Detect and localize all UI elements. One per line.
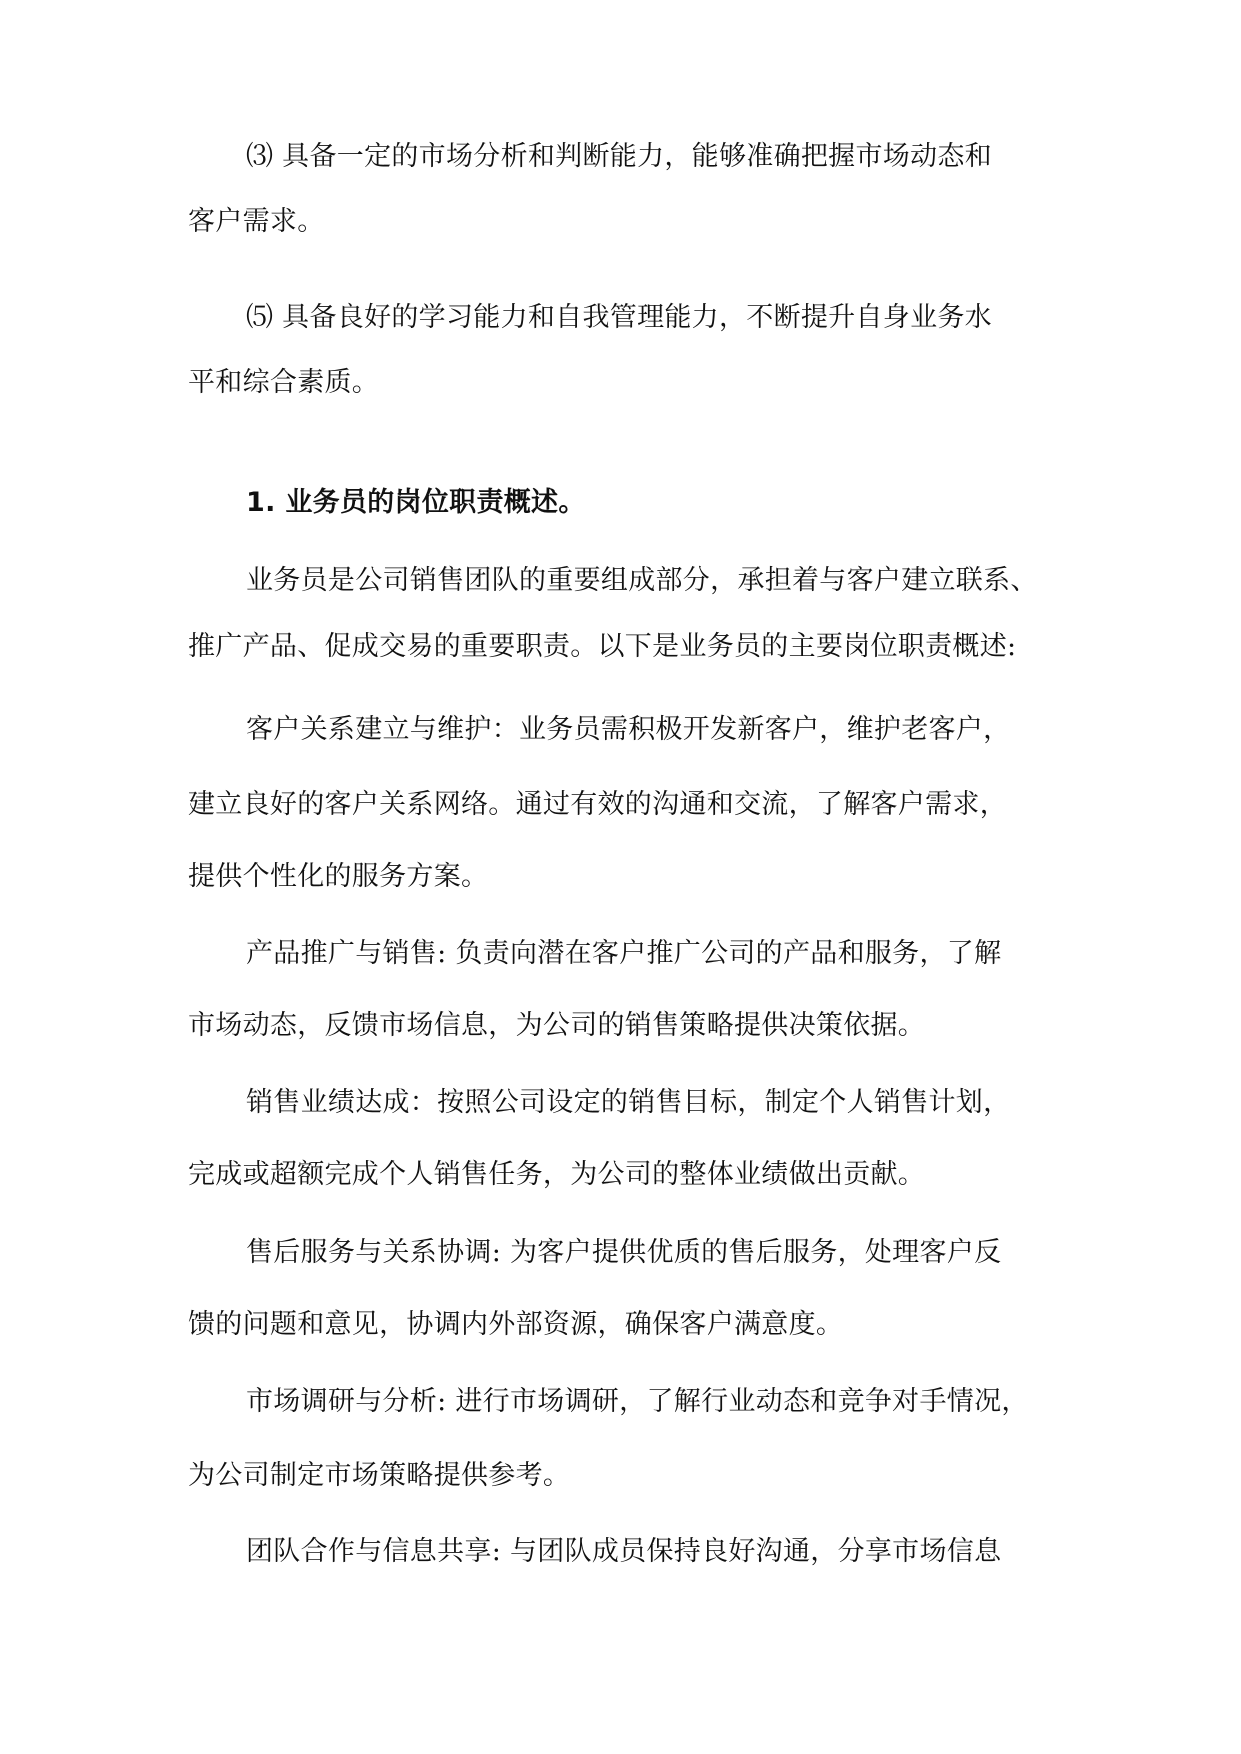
paragraph-line: 市场动态，反馈市场信息，为公司的销售策略提供决策依据。 xyxy=(188,1010,926,1041)
section-heading: 1. 业务员的岗位职责概述。 xyxy=(246,487,586,518)
paragraph-line: 团队合作与信息共享: 与团队成员保持良好沟通，分享市场信息 xyxy=(246,1536,1002,1567)
paragraph-line: 客户需求。 xyxy=(188,206,325,237)
paragraph-line: 产品推广与销售: 负责向潜在客户推广公司的产品和服务，了解 xyxy=(246,938,1002,969)
paragraph-line: 平和综合素质。 xyxy=(188,367,380,398)
paragraph-line: 业务员是公司销售团队的重要组成部分，承担着与客户建立联系、 xyxy=(246,565,1038,596)
paragraph-line: 馈的问题和意见，协调内外部资源，确保客户满意度。 xyxy=(188,1309,844,1340)
paragraph-line: ⑸ 具备良好的学习能力和自我管理能力，不断提升自身业务水 xyxy=(246,302,992,333)
paragraph-line: 销售业绩达成：按照公司设定的销售目标，制定个人销售计划， xyxy=(246,1087,1011,1118)
paragraph-line: ⑶ 具备一定的市场分析和判断能力，能够准确把握市场动态和 xyxy=(246,141,992,172)
paragraph-line: 推广产品、促成交易的重要职责。以下是业务员的主要岗位职责概述: xyxy=(188,631,1017,662)
paragraph-line: 建立良好的客户关系网络。通过有效的沟通和交流，了解客户需求， xyxy=(188,789,1007,820)
paragraph-line: 为公司制定市场策略提供参考。 xyxy=(188,1460,571,1491)
paragraph-line: 售后服务与关系协调: 为客户提供优质的售后服务，处理客户反 xyxy=(246,1237,1002,1268)
paragraph-line: 客户关系建立与维护：业务员需积极开发新客户，维护老客户， xyxy=(246,714,1011,745)
paragraph-line: 完成或超额完成个人销售任务，为公司的整体业绩做出贡献。 xyxy=(188,1159,926,1190)
paragraph-line: 市场调研与分析: 进行市场调研，了解行业动态和竞争对手情况， xyxy=(246,1386,1029,1417)
paragraph-line: 提供个性化的服务方案。 xyxy=(188,861,489,892)
